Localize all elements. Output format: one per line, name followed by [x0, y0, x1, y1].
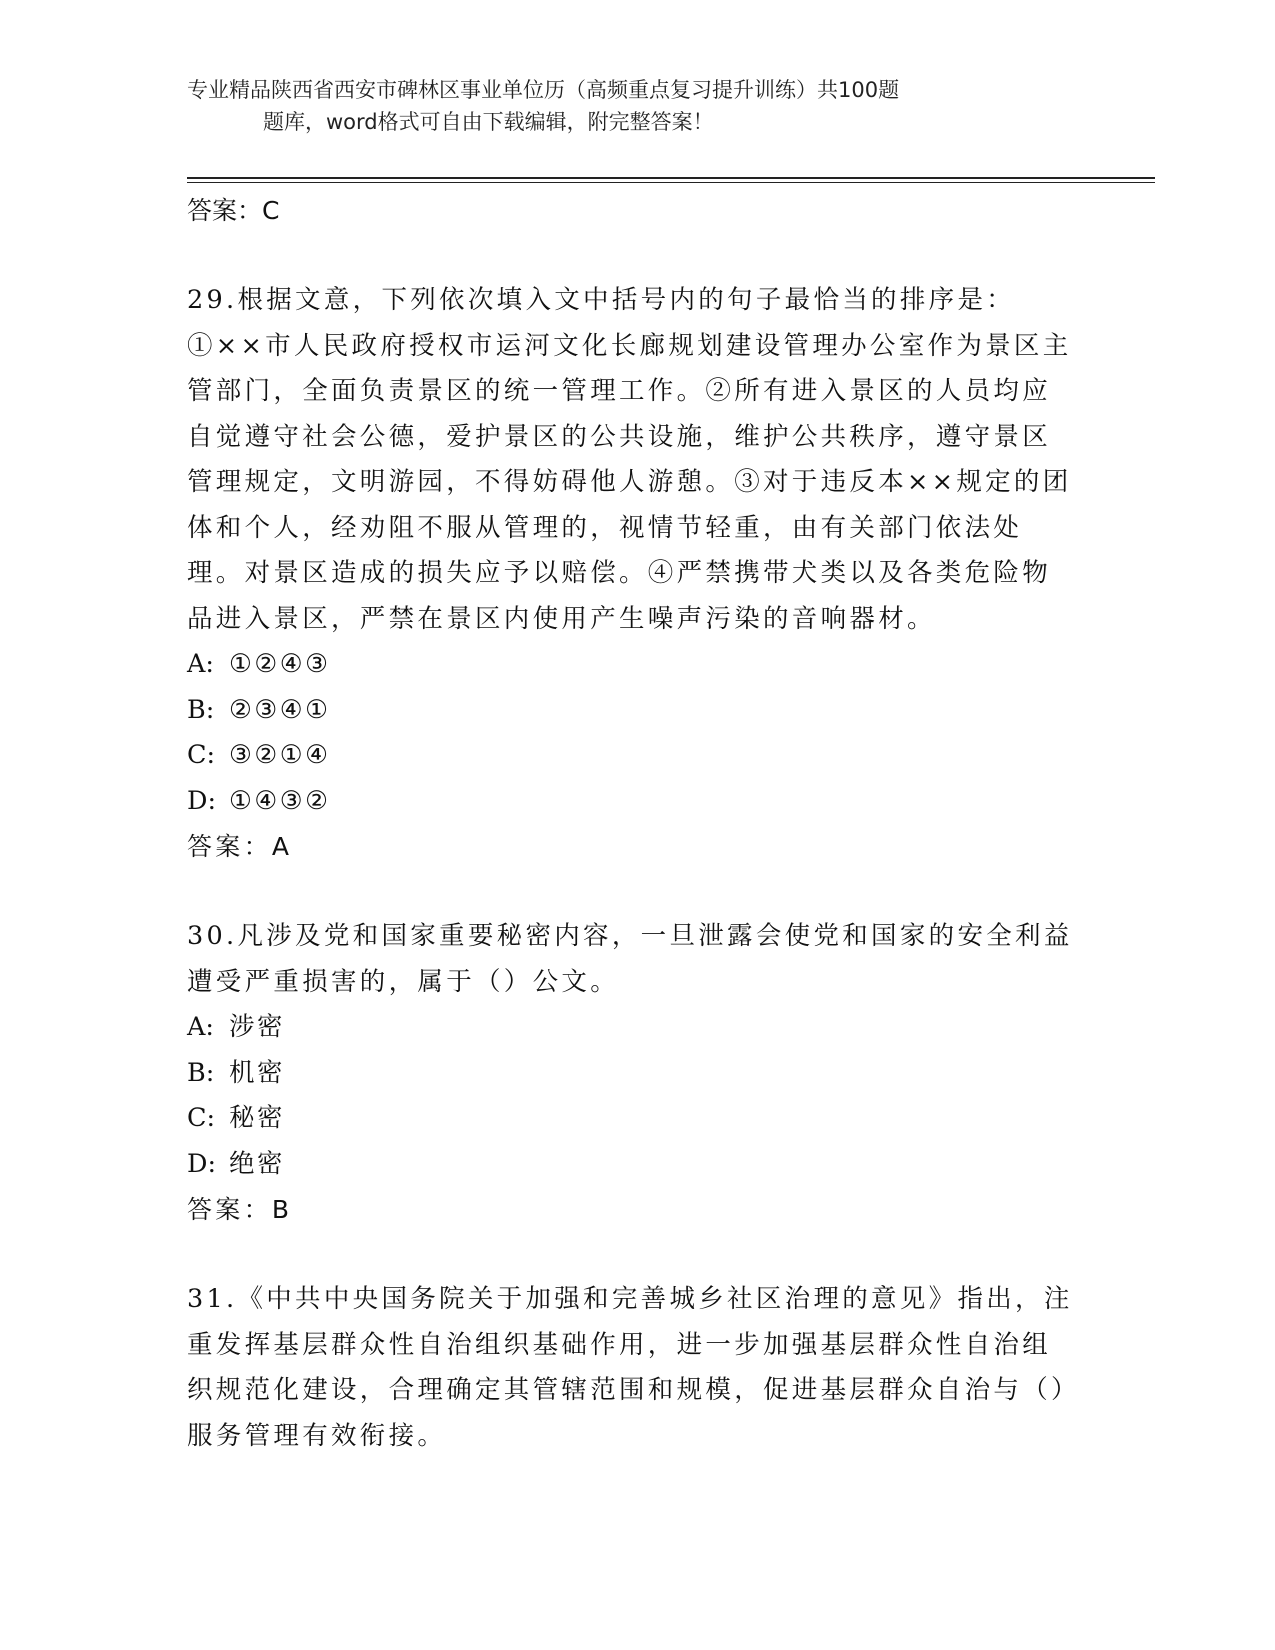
question-text: 29.根据文意，下列依次填入文中括号内的句子最恰当的排序是： ①××市人民政府授权市运河文化长廊规划建设管理办公室作为景区主管部门，全面负责景区的统一管理工作。②所有进入景区的人员均应自觉遵守社会公德，爱护景区的公共设施，维护公共秩序，遵守景区管理规定，文明游园，不得妨碍他人游憩。③对于违反本××规定的团体和个人，经劝阻不服从管理的，视情节轻重，由有关部门依法处理。对景区造成的损失应予以赔偿。④严禁携带犬类以及各类危险物品进入景区，严禁在景区内使用产生噪声污染的音响器材。 — [187, 285, 1072, 634]
header-rule-thick — [187, 177, 1155, 179]
option-text: ①②④③ — [229, 649, 331, 679]
option-label: B: — [187, 694, 215, 725]
option-text: ③②①④ — [229, 740, 331, 770]
question-31 — [187, 1277, 1077, 1459]
option-a — [187, 642, 1077, 688]
option-c — [187, 1096, 1077, 1142]
header-title-line2: 题库，word格式可自由下载编辑，附完整答案！ — [263, 110, 714, 134]
option-label: D: — [187, 1148, 217, 1179]
answer-line: 答案：B — [187, 1195, 293, 1224]
question-text: 30.凡涉及党和国家重要秘密内容，一旦泄露会使党和国家的安全利益遭受严重损害的，属于（）公文。 — [187, 921, 1073, 997]
option-label: B: — [187, 1057, 215, 1088]
question-29 — [187, 278, 1077, 870]
page-header — [187, 74, 1047, 138]
option-b — [187, 1051, 1077, 1097]
option-label: C: — [187, 1103, 216, 1133]
option-text: ①④③② — [229, 785, 331, 816]
option-text: ②③④① — [229, 694, 331, 725]
option-c — [187, 733, 1077, 779]
option-text: 涉密 — [229, 1012, 286, 1042]
option-label: A: — [187, 649, 215, 679]
option-b — [187, 688, 1077, 734]
question-30 — [187, 914, 1077, 1233]
header-title-line1: 专业精品陕西省西安市碑林区事业单位历（高频重点复习提升训练）共100题 — [187, 78, 900, 102]
answer-line: 答案：A — [187, 832, 293, 861]
option-d — [187, 779, 1077, 825]
answer-line: 答案：C — [187, 196, 280, 225]
option-a — [187, 1005, 1077, 1051]
option-text: 机密 — [229, 1057, 286, 1088]
document-body — [187, 188, 1077, 1459]
header-rule-thin — [187, 182, 1155, 183]
option-text: 绝密 — [229, 1148, 286, 1179]
question-text: 31.《中共中央国务院关于加强和完善城乡社区治理的意见》指出，注重发挥基层群众性自治组织基础作用，进一步加强基层群众性自治组织规范化建设，合理确定其管辖范围和规模，促进基层群众自治与（）服务管理有效衔接。 — [187, 1284, 1073, 1451]
option-label: A: — [187, 1012, 215, 1042]
option-text: 秘密 — [229, 1103, 286, 1133]
option-label: C: — [187, 740, 216, 770]
option-label: D: — [187, 785, 217, 816]
option-d — [187, 1142, 1077, 1188]
